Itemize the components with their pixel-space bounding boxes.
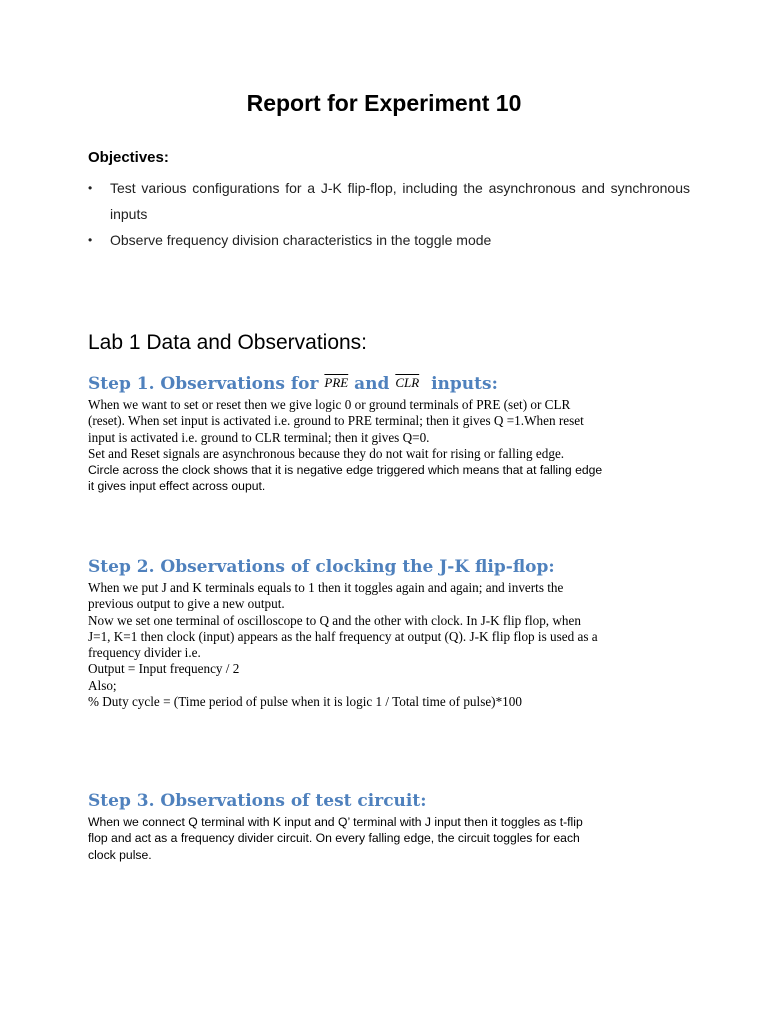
clr-symbol: $\overline{CLR}$ (395, 375, 420, 390)
step1-line: Set and Reset signals are asynchronous because they do not wait for rising or falling edge. (88, 445, 565, 461)
step2-body (88, 580, 688, 710)
objective-item (88, 175, 690, 227)
step2-line: frequency divider i.e. (88, 645, 201, 661)
objective-item (88, 227, 690, 253)
step2-line: Now we set one terminal of oscilloscope to Q and the other with clock. In J-K flip flop, when (88, 612, 581, 628)
step3-line: clock pulse. (88, 847, 152, 862)
step2-heading: Step 2. Observations of clocking the J-K flip-flop: (88, 557, 555, 577)
objective-text: Test various configurations for a J-K flip-flop, including the asynchronous and synchronous inputs (110, 180, 690, 222)
step1-line: input is activated i.e. ground to CLR terminal; then it gives Q=0. (88, 429, 430, 445)
objective-text: Observe frequency division characteristics in the toggle mode (110, 232, 492, 248)
bullet-icon: • (88, 181, 93, 195)
lab-heading: Lab 1 Data and Observations: (88, 331, 368, 354)
objectives-list (88, 175, 690, 253)
step3-body (88, 814, 688, 863)
step1-line: (reset). When set input is activated i.e. ground to PRE terminal; then it gives Q =1.When reset (88, 413, 584, 429)
step2-line: Output = Input frequency / 2 (88, 661, 240, 677)
step1-line: Circle across the clock shows that it is negative edge triggered which means that at falling edge (88, 463, 603, 478)
step2-line: % Duty cycle = (Time period of pulse when it is logic 1 / Total time of pulse)*100 (88, 694, 522, 710)
step1-heading (88, 374, 498, 394)
step3-line: flop and act as a frequency divider circuit. On every falling edge, the circuit toggles for each (88, 831, 580, 846)
pre-symbol: $\overline{PRE}$ (324, 375, 349, 390)
objectives-heading: Objectives: (88, 149, 169, 166)
bullet-icon: • (88, 233, 93, 247)
step1-line: it gives input effect across ouput. (88, 479, 266, 494)
step1-heading-suffix: inputs: (431, 374, 498, 394)
step3-line: When we connect Q terminal with K input and Q’ terminal with J input then it toggles as t-flip (88, 815, 583, 829)
step1-line: When we want to set or reset then we give logic 0 or ground terminals of PRE (set) or CLR (88, 397, 571, 412)
step1-body (88, 397, 688, 495)
step2-line: When we put J and K terminals equals to 1 then it toggles again and again; and inverts the (88, 580, 564, 595)
step3-heading: Step 3. Observations of test circuit: (88, 791, 427, 811)
step1-heading-and: and (354, 374, 390, 394)
step2-line: previous output to give a new output. (88, 596, 285, 612)
step1-heading-prefix: Step 1. Observations for (88, 374, 319, 394)
step2-line: J=1, K=1 then clock (input) appears as the half frequency at output (Q). J-K flip flop is used as a (88, 628, 598, 644)
step2-line: Also; (88, 677, 117, 693)
report-title: Report for Experiment 10 (246, 90, 522, 116)
